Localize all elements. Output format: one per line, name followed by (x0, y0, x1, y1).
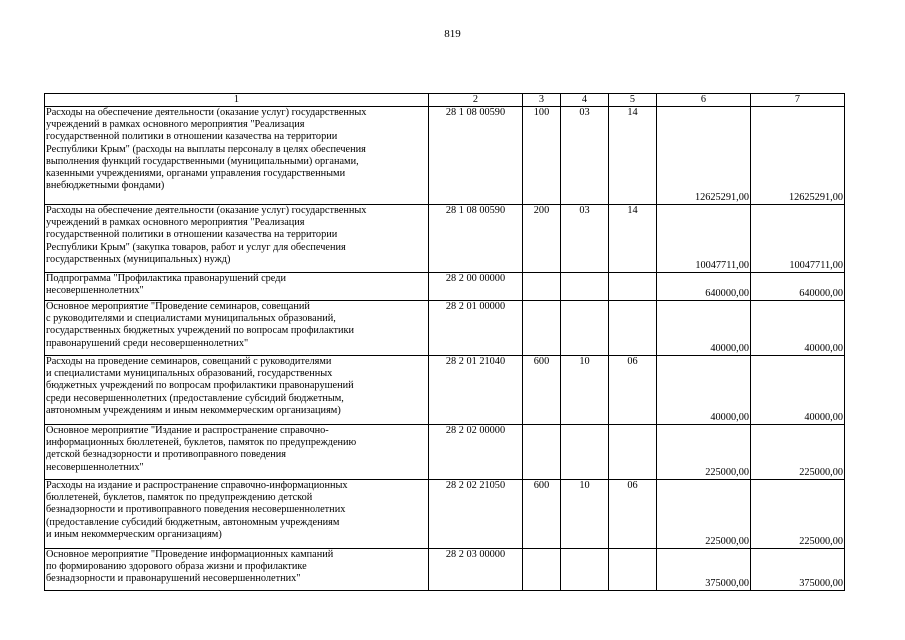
row-code: 28 2 01 00000 (429, 301, 523, 356)
row-section: 03 (561, 107, 609, 205)
row-subsection (609, 425, 657, 480)
row-amount-col6: 225000,00 (657, 425, 751, 480)
row-amount-col7: 10047711,00 (751, 205, 845, 273)
row-amount-col6: 40000,00 (657, 356, 751, 425)
row-amount-col7: 375000,00 (751, 549, 845, 591)
row-amount-col7: 640000,00 (751, 273, 845, 301)
table-row (45, 425, 845, 480)
row-description: Основное мероприятие "Проведение семинаров, совещаний с руководителями и специалистами муниципальных образований, государственных бюджетных учреждений по вопросам профилактики правонарушений среди несовершеннолетних" (45, 301, 429, 356)
row-amount-col6: 640000,00 (657, 273, 751, 301)
row-amount-col6: 375000,00 (657, 549, 751, 591)
row-subsection: 06 (609, 356, 657, 425)
row-description: Расходы на обеспечение деятельности (оказание услуг) государственных учреждений в рамках основного мероприятия "Реализация государственной политики в отношении казачества на территории Республики Крым" (закупка товаров, работ и услуг для обеспечения государственных (муниципальных) нужд) (45, 205, 429, 273)
row-subsection (609, 273, 657, 301)
row-code: 28 2 01 21040 (429, 356, 523, 425)
row-code: 28 2 03 00000 (429, 549, 523, 591)
row-code: 28 2 02 21050 (429, 480, 523, 549)
row-type: 200 (523, 205, 561, 273)
row-subsection (609, 549, 657, 591)
budget-table (44, 93, 845, 591)
row-amount-col7: 225000,00 (751, 425, 845, 480)
header-row (45, 94, 845, 107)
row-section: 10 (561, 356, 609, 425)
row-amount-col7: 12625291,00 (751, 107, 845, 205)
row-amount-col6: 225000,00 (657, 480, 751, 549)
table-row (45, 273, 845, 301)
row-section (561, 301, 609, 356)
table-row (45, 480, 845, 549)
column-header: 2 (429, 94, 523, 107)
column-header: 7 (751, 94, 845, 107)
column-header: 1 (45, 94, 429, 107)
table-row (45, 301, 845, 356)
row-subsection: 14 (609, 107, 657, 205)
column-header: 6 (657, 94, 751, 107)
row-type (523, 549, 561, 591)
table-row (45, 356, 845, 425)
row-amount-col6: 40000,00 (657, 301, 751, 356)
column-header: 5 (609, 94, 657, 107)
row-description: Основное мероприятие "Проведение информационных кампаний по формированию здорового образа жизни и профилактике безнадзорности и правонарушений несовершеннолетних" (45, 549, 429, 591)
row-code: 28 1 08 00590 (429, 107, 523, 205)
row-amount-col7: 40000,00 (751, 301, 845, 356)
row-description: Расходы на проведение семинаров, совещаний с руководителями и специалистами муниципальных образований, государственных бюджетных учреждений по вопросам профилактики правонарушений среди несовершеннолетних (предоставление субсидий бюджетным, автономным учреждениям и иным некоммерческим организациям) (45, 356, 429, 425)
row-section: 03 (561, 205, 609, 273)
row-description: Расходы на обеспечение деятельности (оказание услуг) государственных учреждений в рамках основного мероприятия "Реализация государственной политики в отношении казачества на территории Республики Крым" (расходы на выплаты персоналу в целях обеспечения выполнения функций государственными (муниципальными) органами, казенными учреждениями, органами управления государственными внебюджетными фондами) (45, 107, 429, 205)
row-section (561, 273, 609, 301)
row-type: 600 (523, 356, 561, 425)
table-row (45, 205, 845, 273)
row-code: 28 2 02 00000 (429, 425, 523, 480)
row-type (523, 425, 561, 480)
row-section (561, 425, 609, 480)
row-type: 600 (523, 480, 561, 549)
row-type (523, 273, 561, 301)
row-amount-col6: 12625291,00 (657, 107, 751, 205)
row-amount-col7: 225000,00 (751, 480, 845, 549)
row-type: 100 (523, 107, 561, 205)
row-amount-col7: 40000,00 (751, 356, 845, 425)
page-number: 819 (444, 28, 461, 40)
row-description: Основное мероприятие "Издание и распространение справочно- информационных бюллетеней, буклетов, памяток по предупреждению детской безнадзорности и противоправного поведения несовершеннолетних" (45, 425, 429, 480)
column-header: 4 (561, 94, 609, 107)
row-type (523, 301, 561, 356)
row-amount-col6: 10047711,00 (657, 205, 751, 273)
row-subsection (609, 301, 657, 356)
row-section (561, 549, 609, 591)
table-row (45, 549, 845, 591)
row-code: 28 1 08 00590 (429, 205, 523, 273)
row-subsection: 06 (609, 480, 657, 549)
row-code: 28 2 00 00000 (429, 273, 523, 301)
column-header: 3 (523, 94, 561, 107)
table-row (45, 107, 845, 205)
row-subsection: 14 (609, 205, 657, 273)
row-description: Подпрограмма "Профилактика правонарушений среди несовершеннолетних" (45, 273, 429, 301)
row-section: 10 (561, 480, 609, 549)
row-description: Расходы на издание и распространение справочно-информационных бюллетеней, буклетов, памяток по предупреждению детской безнадзорности и противоправного поведения несовершеннолетних (предоставление субсидий бюджетным, автономным учреждениям и иным некоммерческим организациям) (45, 480, 429, 549)
